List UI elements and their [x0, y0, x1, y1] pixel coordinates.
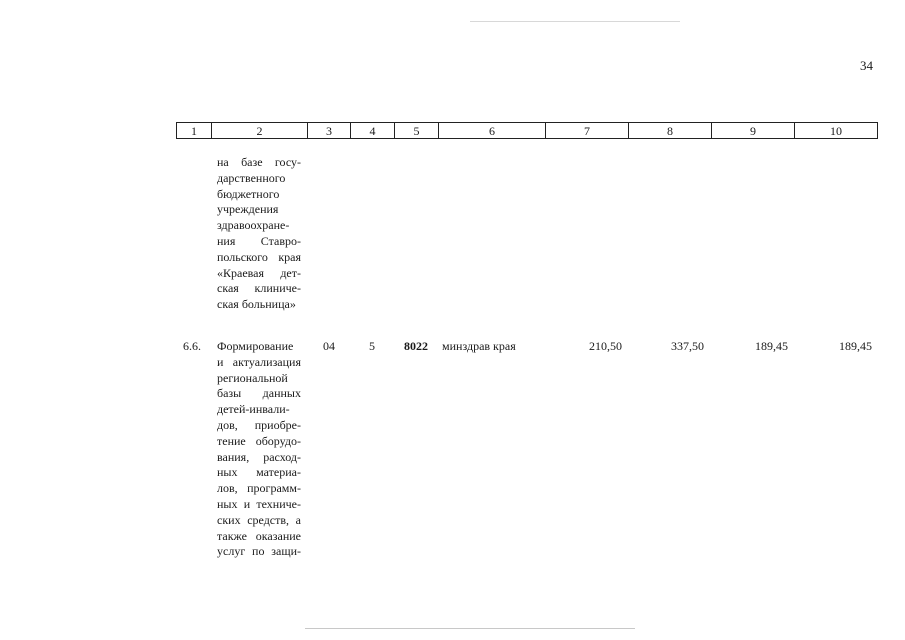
desc-line: тение оборудо-: [217, 433, 301, 448]
desc-line: дов, приобре-: [217, 417, 301, 432]
header-col-6: 6: [438, 123, 545, 138]
desc-line: здравоохране-: [217, 218, 290, 233]
row-col-4: 5: [369, 339, 375, 353]
desc-line: польского края: [217, 249, 301, 264]
desc-line: также оказание: [217, 528, 301, 543]
desc-line: базы данных: [217, 386, 301, 401]
row-col-6: минздрав края: [442, 339, 516, 353]
header-col-1: 1: [176, 123, 211, 138]
desc-line: ская клиниче-: [217, 281, 301, 296]
row-description: [217, 339, 301, 560]
header-col-9: 9: [711, 123, 794, 138]
desc-line: услуг по защи-: [217, 544, 301, 559]
desc-line: ская больница»: [217, 297, 296, 312]
row-col-7: 210,50: [589, 339, 622, 353]
desc-line: на базе госу-: [217, 155, 301, 169]
desc-line: «Краевая дет-: [217, 265, 301, 280]
desc-line: и актуализация: [217, 354, 301, 369]
desc-line: бюджетного: [217, 186, 280, 201]
header-col-4: 4: [350, 123, 394, 138]
header-col-5: 5: [394, 123, 438, 138]
desc-line: дарственного: [217, 170, 286, 185]
desc-line: Формирование: [217, 339, 294, 353]
desc-line: ния Ставро-: [217, 233, 301, 248]
header-col-10: 10: [794, 123, 878, 138]
header-col-7: 7: [545, 123, 628, 138]
header-col-8: 8: [628, 123, 711, 138]
row-col-10: 189,45: [839, 339, 872, 353]
desc-line: лов, программ-: [217, 481, 301, 496]
row-col-9: 189,45: [755, 339, 788, 353]
desc-line: ных материа-: [217, 465, 301, 480]
row-col-8: 337,50: [671, 339, 704, 353]
row-number: 6.6.: [183, 339, 201, 353]
desc-line: региональной: [217, 370, 288, 385]
desc-line: ных и техниче-: [217, 496, 301, 511]
page-number: 34: [860, 58, 873, 73]
scan-artifact: [305, 628, 635, 629]
row-col-5: 8022: [404, 339, 428, 353]
header-col-3: 3: [307, 123, 350, 138]
header-col-2: 2: [211, 123, 307, 138]
desc-line: детей-инвали-: [217, 402, 290, 417]
scan-artifact: [470, 21, 680, 22]
desc-line: вания, расход-: [217, 449, 301, 464]
continuation-description: [217, 155, 301, 313]
row-col-3: 04: [323, 339, 335, 353]
desc-line: ских средств, а: [217, 512, 301, 527]
table-header-row: [176, 122, 878, 139]
desc-line: учреждения: [217, 202, 279, 217]
